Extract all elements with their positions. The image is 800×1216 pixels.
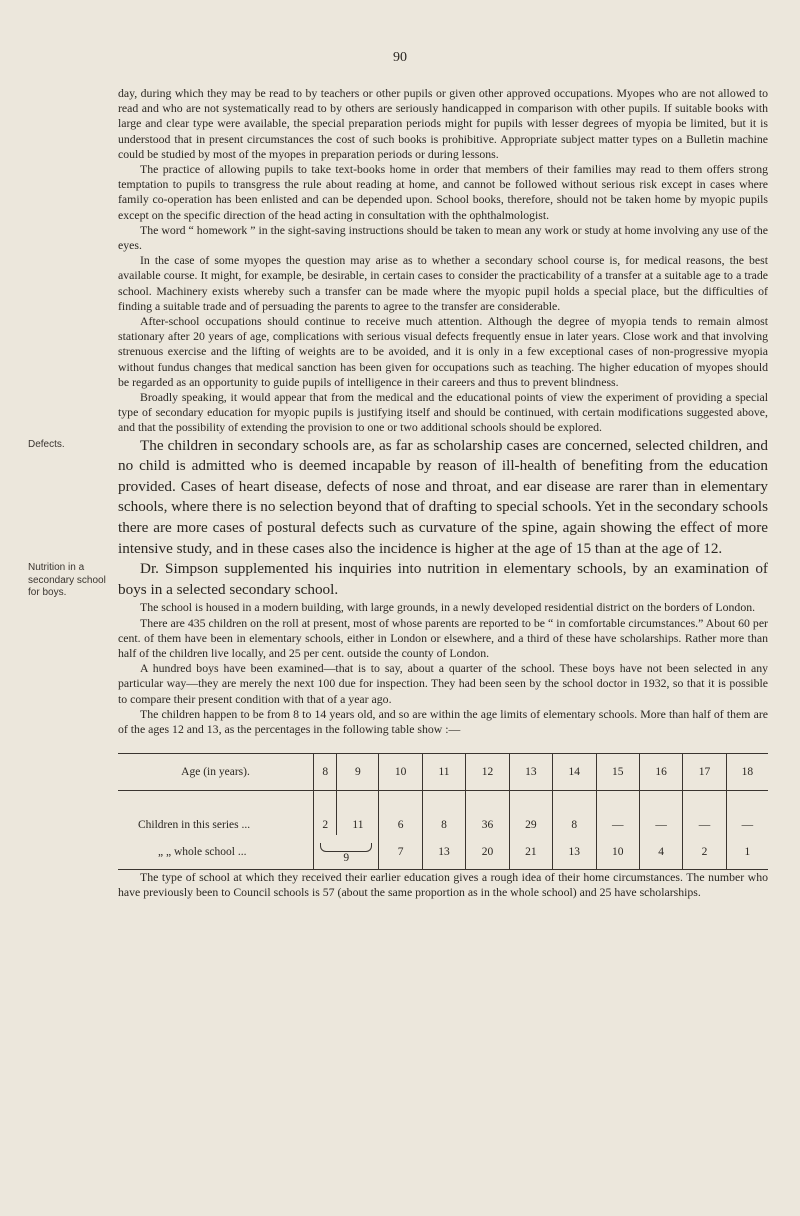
- margin-note-defects: Defects.: [28, 438, 65, 450]
- series-row-label: Children in this series ...: [138, 819, 251, 832]
- age-header: 10: [379, 754, 422, 791]
- table-cell: 13: [422, 835, 465, 870]
- age-header: 17: [683, 754, 726, 791]
- table-cell: 4: [639, 835, 682, 870]
- brace-mark: [320, 843, 372, 852]
- defects-section: [28, 436, 768, 560]
- nutrition-section: [28, 559, 768, 600]
- paragraph: The children happen to be from 8 to 14 years old, and so are within the age limits of elementary schools. More than half of them are of the ages 12 and 13, as the percentages in the following table show :—: [118, 706, 768, 737]
- table-cell: 36: [466, 791, 509, 836]
- paragraph: A hundred boys have been examined—that is to say, about a quarter of the school. These boys have not been selected in any particular way—they are merely the next 100 due for inspection. They had been seen by the school doctor in 1932, so that it is possible to compare their present condition with that of a year ago.: [118, 661, 768, 706]
- table-cell: —: [596, 791, 639, 836]
- table-cell: 8: [553, 791, 596, 836]
- table-cell-merged: 9: [314, 835, 379, 870]
- age-header: 15: [596, 754, 639, 791]
- paragraph: The practice of allowing pupils to take text-books home in order that members of their families may read to them offers strong temptation to pupils to transgress the rule about reading at home, and cannot be followed without serious risk except in cases where family co-operation has been enlisted and can be depended upon. School books, therefore, should not be taken home by myopic pupils except on the specific direction of the head acting in consultation with the ophthalmologist.: [118, 162, 768, 222]
- paragraph: The word “ homework ” in the sight-saving instructions should be taken to mean any work or study at home involving any use of the eyes.: [118, 222, 768, 253]
- table-row: [118, 835, 768, 870]
- age-table: [118, 753, 768, 870]
- table-cell: —: [683, 791, 726, 836]
- age-header: 8: [314, 754, 337, 791]
- paragraph: The school is housed in a modern building, with large grounds, in a newly developed residential district on the borders of London.: [140, 600, 756, 615]
- table-cell: —: [639, 791, 682, 836]
- closing-paragraph: The type of school at which they received their earlier education gives a rough idea of their home circumstances. The number who have previously been to Council schools is 57 (about the same proportion as in the whole school) and 25 have scholarships.: [118, 870, 768, 900]
- table-cell: 11: [337, 791, 379, 836]
- age-header: 11: [422, 754, 465, 791]
- age-header: 9: [337, 754, 379, 791]
- table-cell: 1: [726, 835, 768, 870]
- table-cell: 21: [509, 835, 552, 870]
- table-cell: —: [726, 791, 768, 836]
- table-header-label: Age (in years).: [118, 754, 314, 791]
- table-cell: 8: [422, 791, 465, 836]
- age-header: 18: [726, 754, 768, 791]
- table-cell: 10: [596, 835, 639, 870]
- table-header-row: [118, 754, 768, 791]
- paragraph: In the case of some myopes the question may arise as to whether a secondary school course is, for medical reasons, the best available course. It might, for example, be desirable, in certain cases to consider the practicability of a transfer at a suitable age to a trade school. Machinery exists whereby such a transfer can be made where the myopic pupil holds a special place, but the difficulties of finding a suitable trade and of persuading the parents to agree to the transfer are considerable.: [118, 253, 768, 313]
- age-header: 14: [553, 754, 596, 791]
- table-cell: 2: [314, 791, 337, 836]
- paragraph: Broadly speaking, it would appear that from the medical and the educational points of view the experiment of providing a special type of secondary education for myopic pupils is justifying itself and should be continued, with certain modifications suggested above, and that the possibility of extending the provision to one or two additional schools should be explored.: [118, 390, 768, 435]
- whole-row-label: „ „ whole school ...: [118, 835, 314, 870]
- page-content: [28, 86, 768, 901]
- table-cell: 2: [683, 835, 726, 870]
- age-header: 12: [466, 754, 509, 791]
- table-cell: 13: [553, 835, 596, 870]
- table-cell: 29: [509, 791, 552, 836]
- table-cell: 6: [379, 791, 422, 836]
- nutrition-lead-paragraph: Dr. Simpson supplemented his inquiries into nutrition in elementary schools, by an examination of boys in a selected secondary school.: [118, 560, 768, 598]
- margin-note-nutrition: Nutrition in a secondary school for boys.: [28, 562, 106, 599]
- paragraph: day, during which they may be read to by teachers or other pupils or given other approved occupations. Myopes who are not allowed to read and who are not systematically read to by others are seriously handicapped in comparison with other pupils. If suitable books with large and clear type were available, the special preparation periods might for pupils with lesser degrees of myopia be limited, but it is understood that in present circumstances the cost of such books is prohibitive. Appropriate subject matter types on a Bulletin machine could be studied by most of the myopes in preparation periods or during lessons.: [118, 86, 768, 161]
- defects-paragraph: The children in secondary schools are, as far as scholarship cases are concerned, selected children, and no child is admitted who is deemed incapable by reason of ill-health of benefiting from the education provided. Cases of heart disease, defects of nose and throat, and ear disease are rarer than in elementary schools, where there is no selection beyond that of drafting to special schools. Yet in the secondary schools there are more cases of postural defects such as curvature of the spine, again showing the effect of more intensive study, and in these cases also the incidence is higher at the age of 15 than at the age of 12.: [118, 436, 768, 557]
- table-cell: 7: [379, 835, 422, 870]
- age-header: 16: [639, 754, 682, 791]
- page-number: 90: [393, 50, 407, 65]
- table-cell: 20: [466, 835, 509, 870]
- table-row: [118, 791, 768, 836]
- paragraph: After-school occupations should continue to receive much attention. Although the degree of myopia tends to remain almost stationary after 20 years of age, complications with serious visual defects frequently ensue in later years. Close work and that involving strenuous exercise and the lifting of weights are to be avoided, and it is only in a few exceptional cases of non-progressive myopia without fundus changes that medical sanction has been given for occupations such as teaching. The higher education of myopes should be regarded as an opportunity to guide pupils of intelligence in their careers and thus to prevent blindness.: [118, 314, 768, 389]
- age-header: 13: [509, 754, 552, 791]
- paragraph: There are 435 children on the roll at present, most of whose parents are reported to be “ in comfortable circumstances.” About 60 per cent. of them have been in elementary schools, either in London or elsewhere, and a third of these have scholarships. Rather more than half of the children live locally, and 25 per cent. outside the county of London.: [118, 615, 768, 661]
